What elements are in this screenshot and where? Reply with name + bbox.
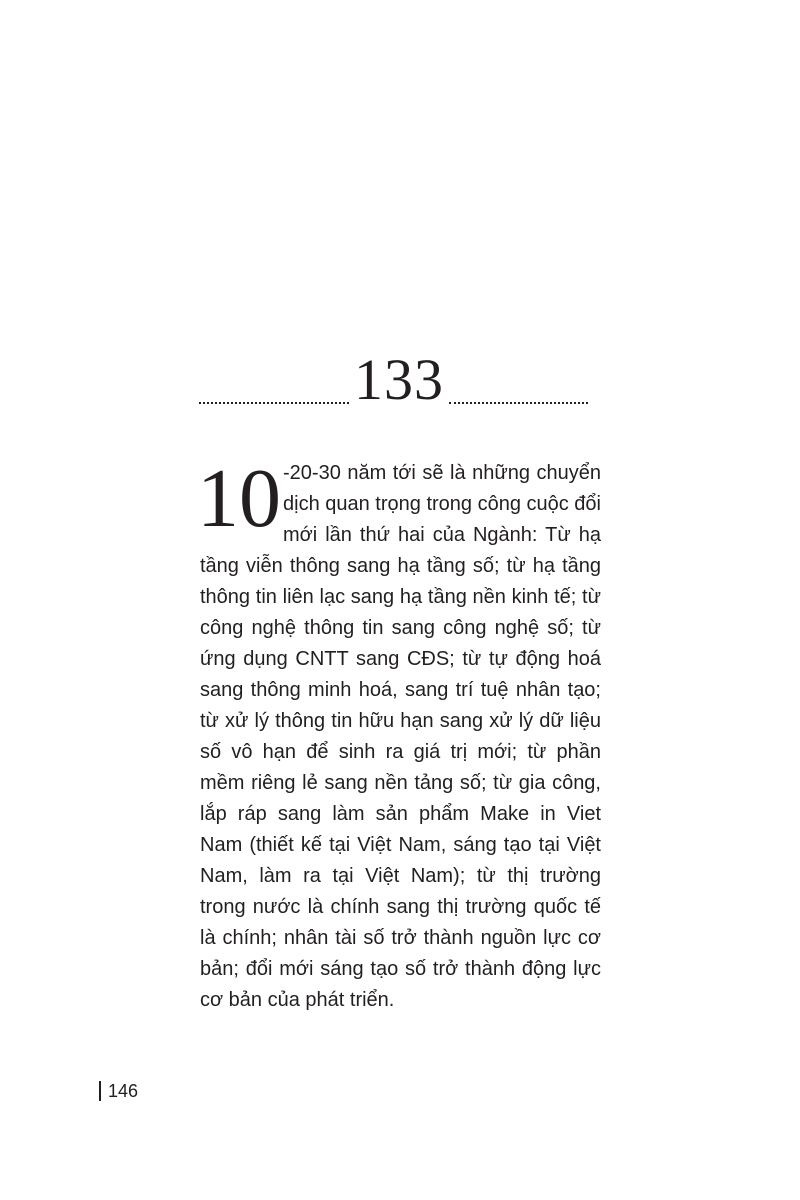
- entry-header: [199, 347, 588, 412]
- entry-number: 133: [354, 347, 444, 412]
- entry-text: -20-30 năm tới sẽ là những chuyển dịch quan trọng trong công cuộc đổi mới lần thứ hai của Ngành: Từ hạ tầng viễn thông sang hạ tầng số; từ hạ tầng thông tin liên lạc sang hạ tầng nền kinh tế; từ công nghệ thông tin sang công nghệ số; từ ứng dụng CNTT sang CĐS; từ tự động hoá sang thông minh hoá, sang trí tuệ nhân tạo; từ xử lý thông tin hữu hạn sang xử lý dữ liệu số vô hạn để sinh ra giá trị mới; từ phần mềm riêng lẻ sang nền tảng số; từ gia công, lắp ráp sang làm sản phẩm Make in Viet Nam (thiết kế tại Việt Nam, sáng tạo tại Việt Nam, làm ra tại Việt Nam); từ thị trường trong nước là chính sang thị trường quốc tế là chính; nhân tài số trở thành nguồn lực cơ bản; đổi mới sáng tạo số trở thành động lực cơ bản của phát triển.: [200, 462, 601, 1011]
- dotted-rule-left: [199, 402, 349, 404]
- page-footer: [99, 1081, 138, 1101]
- page-marker-bar: [99, 1081, 101, 1101]
- drop-cap: 10: [197, 452, 281, 545]
- entry-body: [197, 452, 601, 1016]
- dotted-rule-right: [449, 402, 588, 404]
- page-number: 146: [108, 1081, 139, 1101]
